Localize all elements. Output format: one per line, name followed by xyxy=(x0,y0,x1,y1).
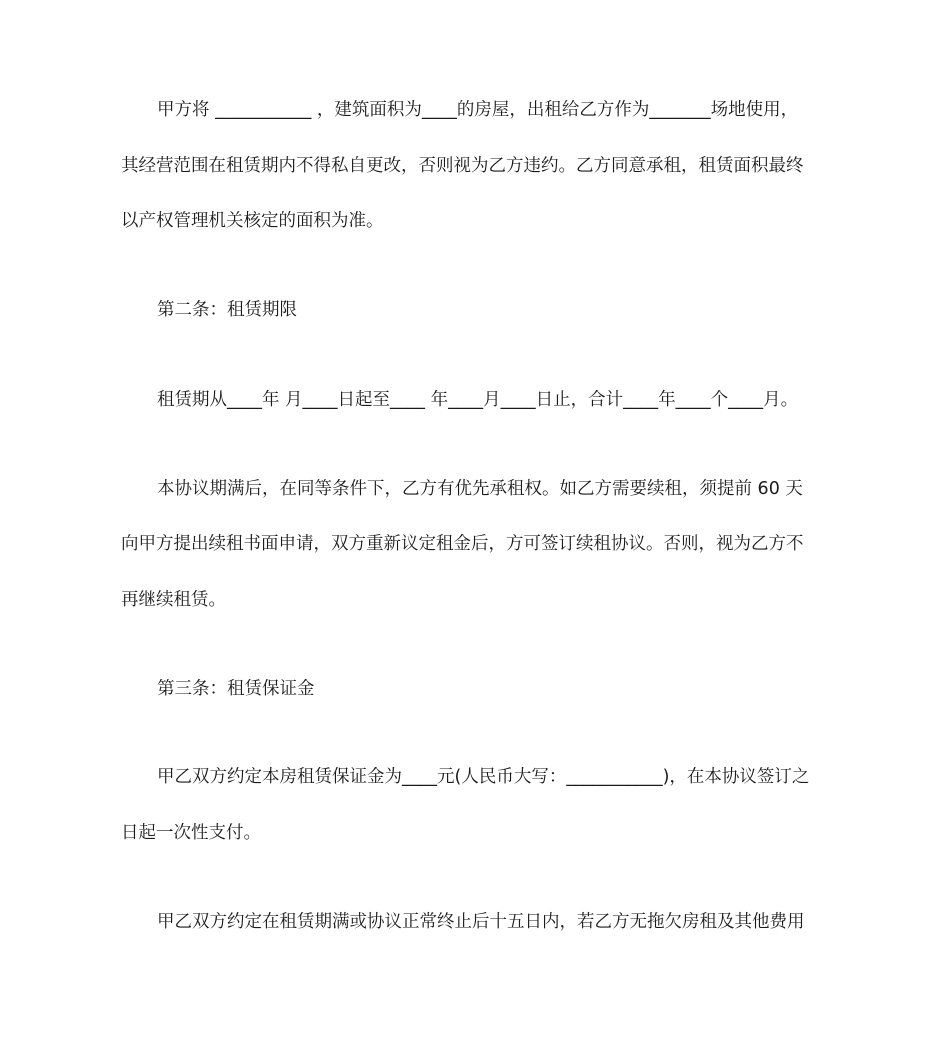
paragraph-line: 再继续租赁。 xyxy=(121,590,226,610)
paragraph-line: 甲乙双方约定本房租赁保证金为____元(人民币大写：___________)，在本协议签订之 xyxy=(157,767,810,787)
paragraph-line: 本协议期满后，在同等条件下，乙方有优先承租权。如乙方需要续租，须提前 60 天 xyxy=(157,479,803,499)
section-heading: 第三条：租赁保证金 xyxy=(157,679,315,699)
section-heading: 第二条：租赁期限 xyxy=(157,300,297,320)
paragraph-line: 向甲方提出续租书面申请，双方重新议定租金后，方可签订续租协议。否则，视为乙方不 xyxy=(121,534,804,554)
paragraph-line: 租赁期从____年 月____日起至____ 年____月____日止，合计____年____个____月。 xyxy=(157,390,799,410)
paragraph-line: 以产权管理机关核定的面积为准。 xyxy=(121,211,384,231)
paragraph-line: 日起一次性支付。 xyxy=(121,823,261,843)
paragraph-line: 甲乙双方约定在租赁期满或协议正常终止后十五日内，若乙方无拖欠房租及其他费用 xyxy=(157,912,805,932)
paragraph-line: 其经营范围在租赁期内不得私自更改，否则视为乙方违约。乙方同意承租，租赁面积最终 xyxy=(121,156,804,176)
paragraph-line: 甲方将 ___________ ，建筑面积为____的房屋，出租给乙方作为_______场地使用， xyxy=(157,100,799,120)
